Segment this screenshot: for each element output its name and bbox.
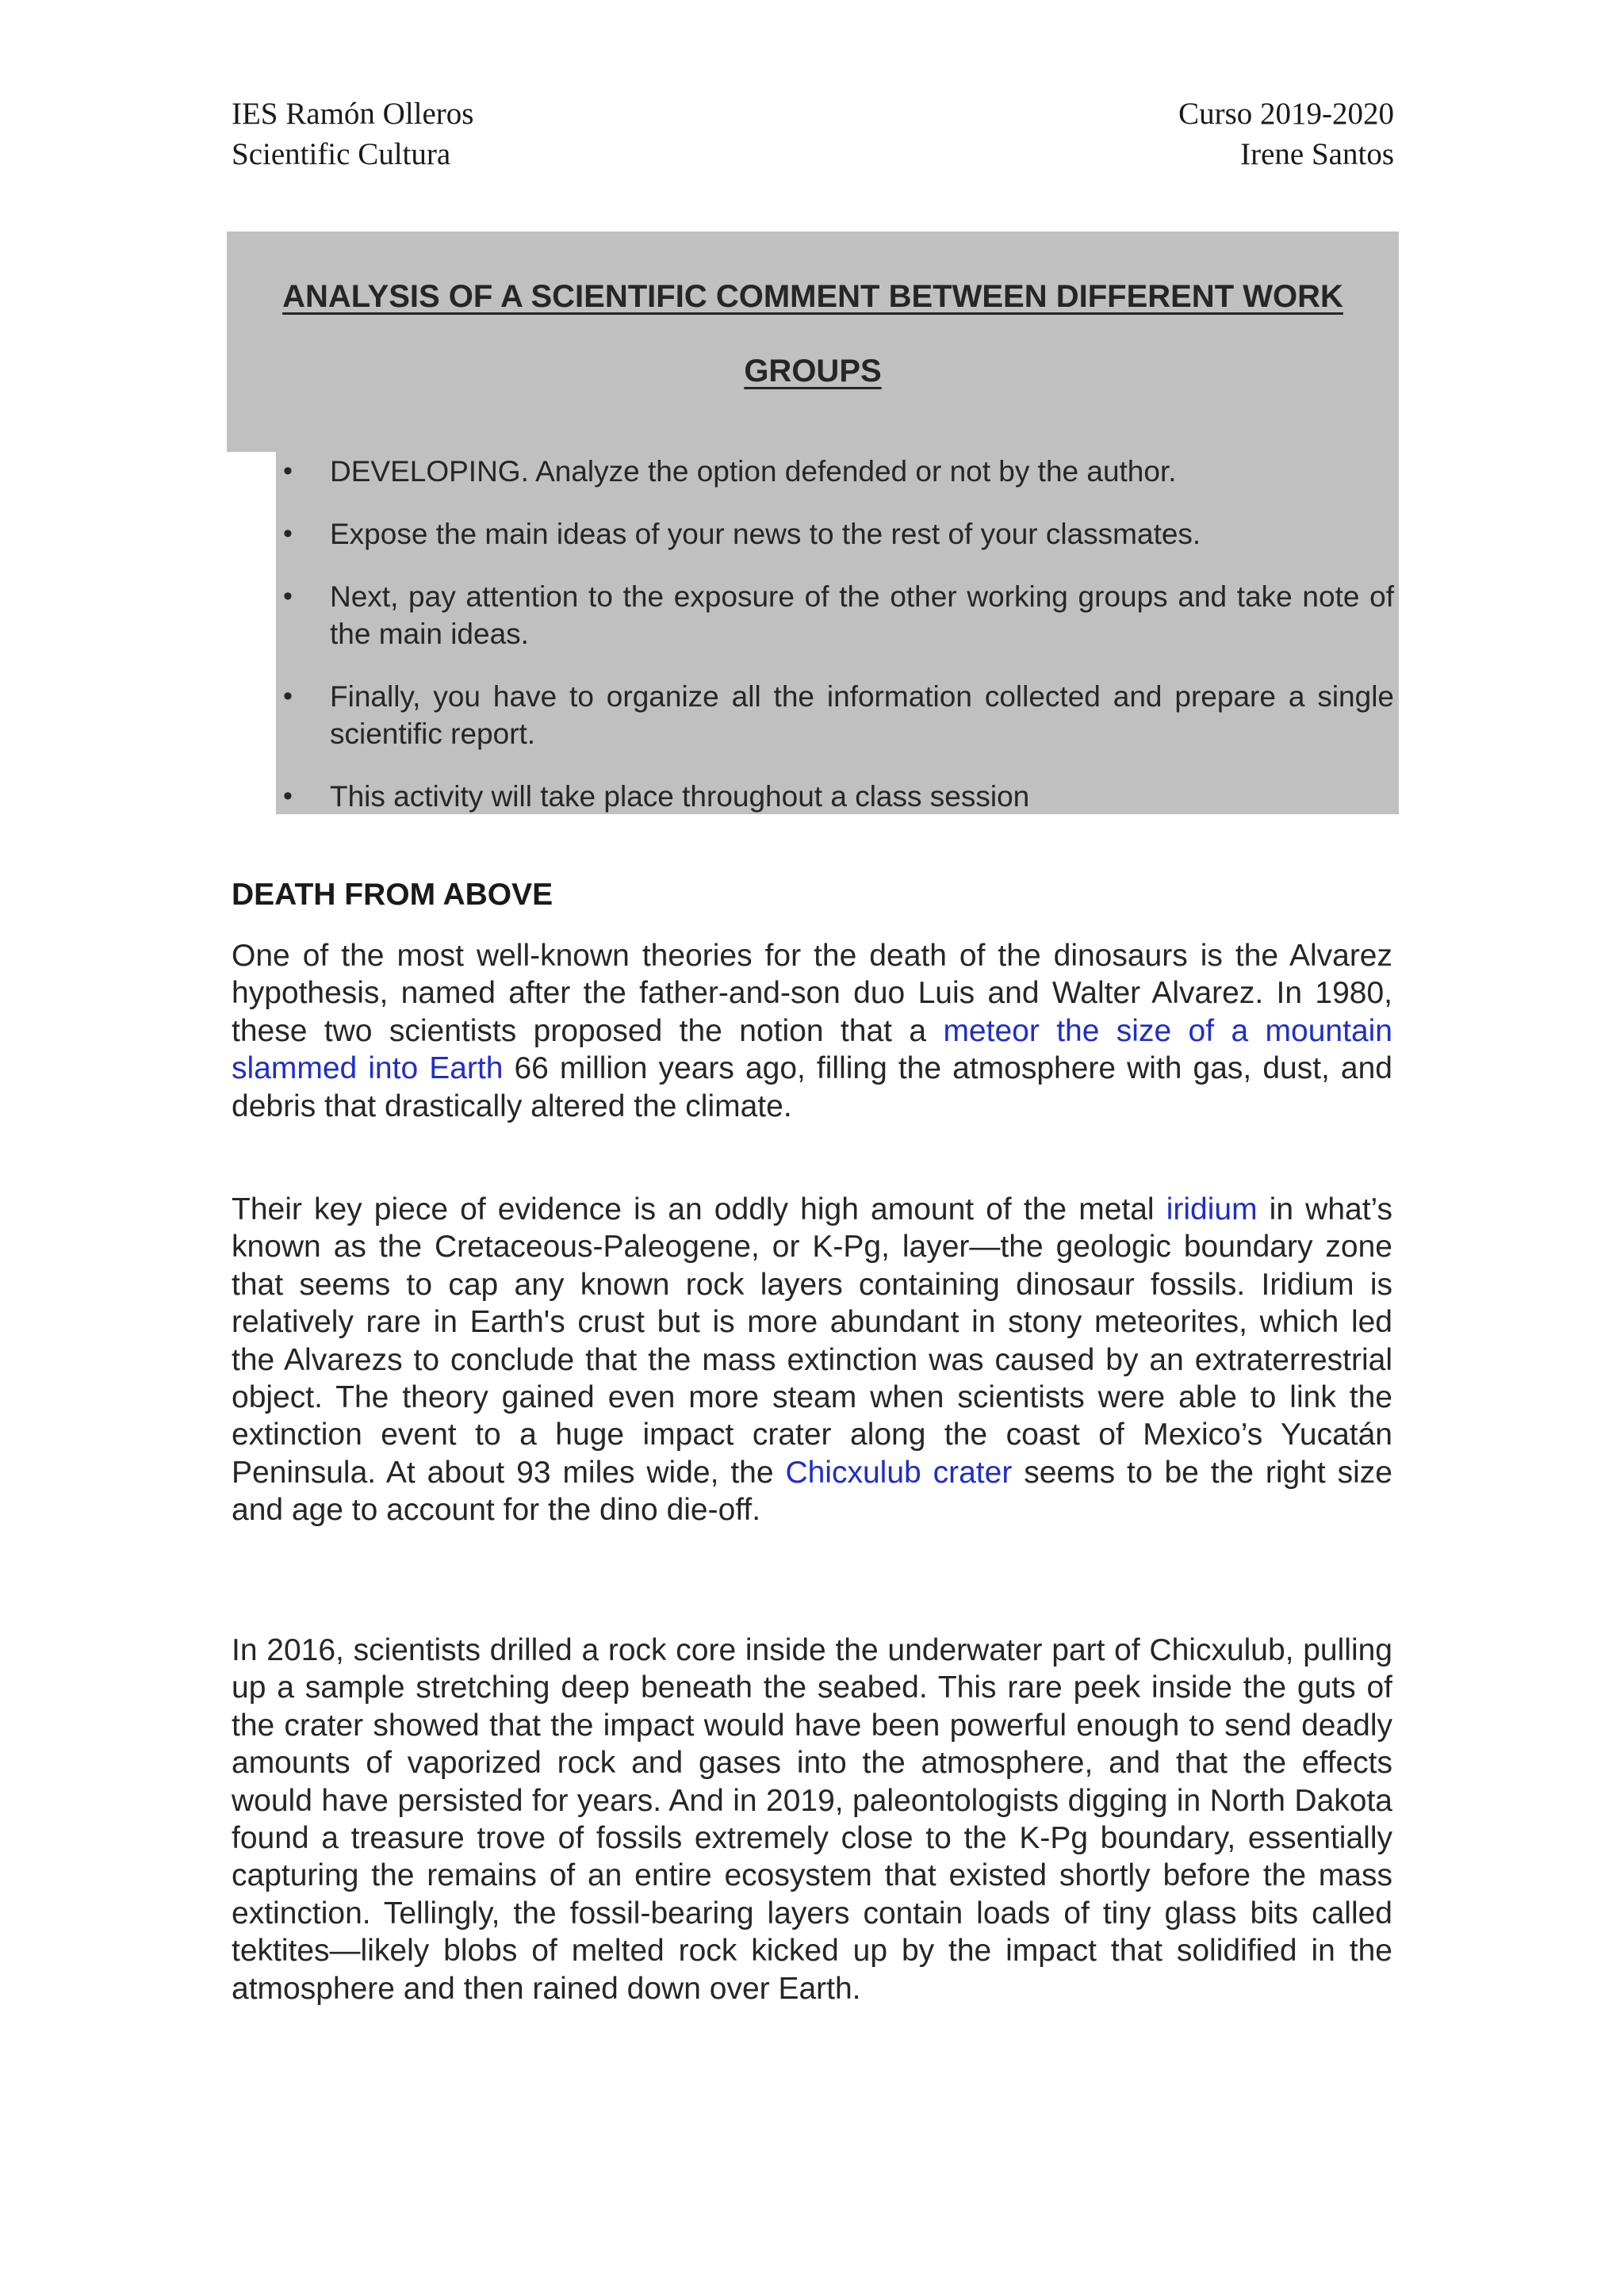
task-title-line-1: ANALYSIS OF A SCIENTIFIC COMMENT BETWEEN DIFFERENT WORK — [282, 279, 1343, 314]
paragraph-text: One of the most well-known theories for the death of the dinosaurs is the Alvarez hypothesis, named after the father-and-son duo Luis and Walter Alvarez. In 1980, these two scientists proposed the notion that a — [232, 939, 1392, 1048]
bullet-icon: • — [283, 519, 293, 549]
list-item-text: Next, pay attention to the exposure of the other working groups and take note of the main ideas. — [330, 580, 1394, 650]
course-year: Curso 2019-2020 — [1178, 97, 1394, 131]
bullet-icon: • — [283, 456, 293, 486]
bullet-icon: • — [283, 681, 293, 711]
task-title-line-2: GROUPS — [744, 354, 882, 388]
header-left — [232, 94, 473, 174]
list-item-text: Expose the main ideas of your news to the rest of your classmates. — [330, 518, 1201, 550]
article-paragraph-3: In 2016, scientists drilled a rock core inside the underwater part of Chicxulub, pulling up a sample stretching deep beneath the seabed. This rare peek inside the guts of the crater showed that the impact would have been powerful enough to send deadly amounts of vaporized rock and gases into the atmosphere, and that the effects would have persisted for years. And in 2019, paleontologists digging in North Dakota found a treasure trove of fossils extremely close to the K-Pg boundary, essentially capturing the remains of an entire ecosystem that existed shortly before the mass extinction. Tellingly, the fossil-bearing layers contain loads of tiny glass bits called tektites—likely blobs of melted rock kicked up by the impact that solidified in the atmosphere and then rained down over Earth. — [232, 1633, 1392, 2006]
article-paragraph-1 — [232, 937, 1392, 1125]
list-item-text: Finally, you have to organize all the information collected and prepare a single scientific report. — [330, 680, 1394, 750]
teacher-name: Irene Santos — [1240, 137, 1394, 171]
subject-name: Scientific Cultura — [232, 137, 451, 171]
paragraph-text: 66 million years ago, filling the atmosphere with gas, dust, and debris that drastically altered the climate. — [232, 1051, 1392, 1123]
paragraph-text: in what’s known as the Cretaceous-Paleogene, or K-Pg, layer—the geologic boundary zone that seems to cap any known rock layers containing dinosaur fossils. Iridium is relatively rare in Earth's crust but is more abundant in stony meteorites, which led the Alvarezs to conclude that the mass extinction was caused by an extraterrestrial object. The theory gained even more steam when scientists were able to link the extinction event to a huge impact crater along the coast of Mexico’s Yucatán Peninsula. At about 93 miles wide, the — [232, 1192, 1392, 1490]
task-bullet-list — [276, 453, 1394, 815]
list-item — [276, 578, 1394, 652]
list-item-text: This activity will take place throughout a class session — [330, 780, 1030, 813]
list-item-text: DEVELOPING. Analyze the option defended or not by the author. — [330, 455, 1177, 488]
bullet-icon: • — [283, 781, 293, 811]
school-name: IES Ramón Olleros — [232, 97, 474, 131]
paragraph-text: seems to be the right size and age to account for the dino die-off. — [232, 1455, 1392, 1528]
iridium-link[interactable]: iridium — [1166, 1192, 1258, 1226]
list-item — [276, 515, 1394, 553]
chicxulub-crater-link[interactable]: Chicxulub crater — [785, 1455, 1013, 1490]
header-right — [1178, 94, 1394, 174]
meteor-link[interactable]: meteor the size of a mountain slammed into Earth — [232, 1013, 1392, 1086]
list-item — [276, 678, 1394, 752]
article-heading: DEATH FROM ABOVE — [232, 878, 553, 912]
paragraph-text: Their key piece of evidence is an oddly high amount of the metal — [232, 1192, 1166, 1226]
list-item — [276, 453, 1394, 490]
list-item — [276, 778, 1394, 815]
bullet-icon: • — [283, 581, 293, 611]
article-paragraph-2 — [232, 1191, 1392, 1529]
task-title — [227, 259, 1399, 408]
